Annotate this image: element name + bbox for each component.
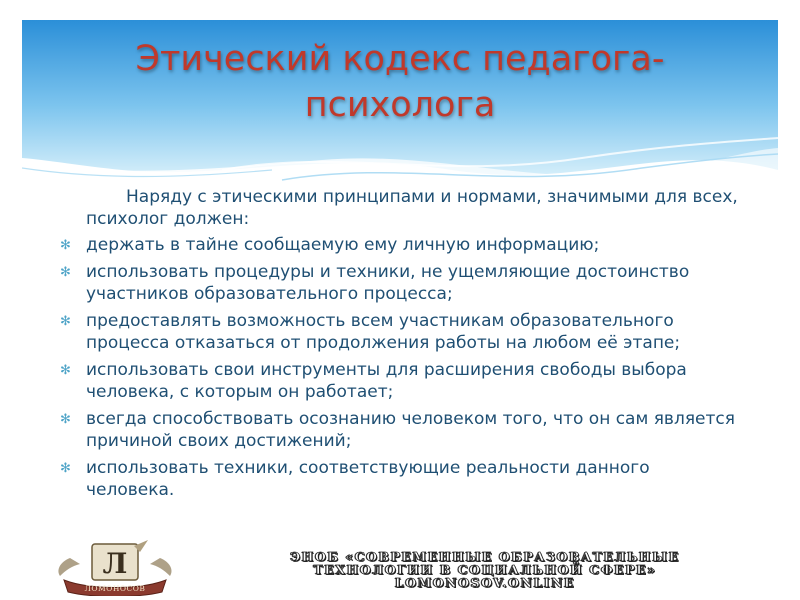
bullet-star-icon: ✻ [60,265,71,280]
logo-ribbon-text: ЛОМОНОСОВ [84,584,146,593]
slide-title-line2: психолога [304,85,496,125]
bullet-item-3 [60,310,740,354]
logo-letter: Л [102,547,128,580]
slide-body [60,186,740,506]
bullet-item-6 [60,457,740,501]
bullet-text: всегда способствовать осознанию человеком того, что он сам является причиной своих достижений; [86,409,735,451]
slide-title [22,36,778,128]
footer-line3: LOMONOSOV.ONLINE [394,575,576,590]
bullet-item-5 [60,408,740,452]
bullet-star-icon: ✻ [60,314,71,329]
intro-paragraph: Наряду с этическими принципами и нормами, значимыми для всех, психолог должен: [86,187,738,229]
bullet-item-4 [60,359,740,403]
lomonosov-logo-icon [50,540,180,596]
slide-title-line1: Этический кодекс педагога- [135,39,665,79]
bullet-star-icon: ✻ [60,461,71,476]
bullet-star-icon: ✻ [60,238,71,253]
footer-banner [50,540,780,596]
bullet-text: держать в тайне сообщаемую ему личную информацию; [86,235,600,255]
bullet-text: использовать процедуры и техники, не ущемляющие достоинство участников образовательного процесса; [86,262,690,304]
bullet-star-icon: ✻ [60,412,71,427]
bullet-item-2 [60,261,740,305]
bullet-star-icon: ✻ [60,363,71,378]
bullet-item-1 [60,234,740,256]
footer-line2: ТЕХНОЛОГИИ В СОЦИАЛЬНОЙ СФЕРЕ» [313,562,657,577]
bullet-text: предоставлять возможность всем участникам образовательного процесса отказаться от продолжения работы на любом её этапе; [86,311,681,353]
bullet-text: использовать свои инструменты для расширения свободы выбора человека, с которым он работает; [86,360,687,402]
footer-caption [190,550,780,589]
bullet-text: использовать техники, соответствующие реальности данного человека. [86,458,650,500]
bullet-list [60,234,740,501]
footer-line1: ЭНОБ «СОВРЕМЕННЫЕ ОБРАЗОВАТЕЛЬНЫЕ [290,549,680,564]
